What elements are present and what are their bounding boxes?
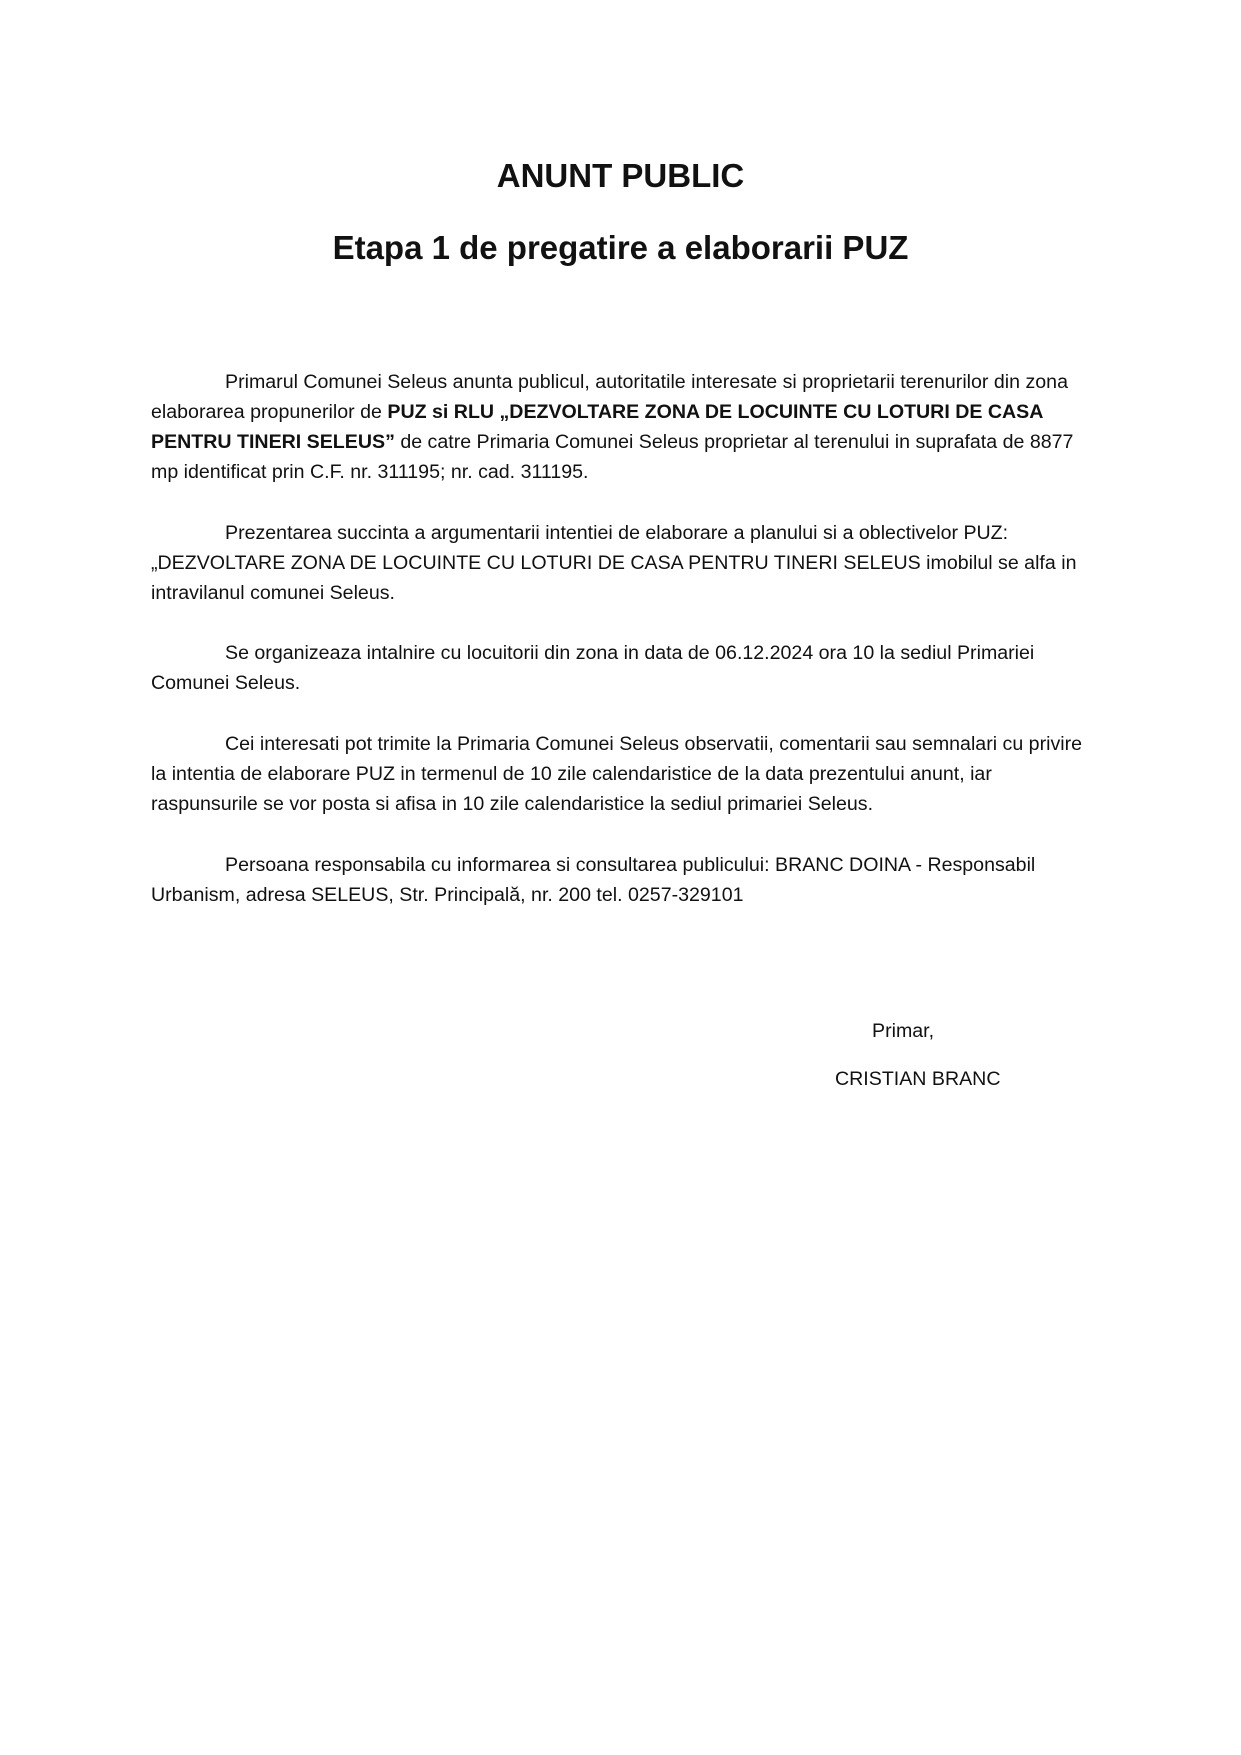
- paragraph-announcement-project-name: PUZ si RLU „DEZVOLTARE ZONA DE LOCUINTE CU LOTURI DE CASA PENTRU TINERI SELEUS”: [151, 401, 1043, 453]
- paragraph-objectives: [151, 518, 1101, 608]
- paragraph-meeting-text: Se organizeaza intalnire cu locuitorii din zona in data de 06.12.2024 ora 10 la sediul Primariei Comunei Seleus.: [151, 642, 1035, 694]
- paragraph-contact-text: Persoana responsabila cu informarea si consultarea publicului: BRANC DOINA - Responsabil Urbanism, adresa SELEUS, Str. Principală, nr. 200 tel. 0257-329101: [151, 854, 1036, 906]
- document-subtitle: Etapa 1 de pregatire a elaborarii PUZ: [332, 229, 909, 266]
- paragraph-observations-text: Cei interesati pot trimite la Primaria Comunei Seleus observatii, comentarii sau semnalari cu privire la intentia de elaborare PUZ in termenul de 10 zile calendaristice de la data prezentului anunt, iar raspunsurile se vor posta si afisa in 10 zile calendaristice la sediul primariei Seleus.: [151, 733, 1083, 815]
- paragraph-meeting: [151, 638, 1101, 698]
- paragraph-announcement: [151, 367, 1101, 487]
- signature-name: CRISTIAN BRANC: [835, 1068, 1001, 1090]
- paragraph-contact: [151, 850, 1101, 910]
- paragraph-objectives-text: Prezentarea succinta a argumentarii intentiei de elaborare a planului si a oblectivelor PUZ: „DEZVOLTARE ZONA DE LOCUINTE CU LOTURI DE CASA PENTRU TINERI SELEUS imobilul se alfa in intravilanul comunei Seleus.: [151, 522, 1077, 604]
- paragraph-announcement-details: de catre Primaria Comunei Seleus proprietar al terenului in suprafata de 8877 mp identificat prin C.F. nr. 311195; nr. cad. 311195.: [151, 431, 1074, 483]
- paragraph-announcement-intro: Primarul Comunei Seleus anunta publicul, autoritatile interesate si proprietarii terenurilor din zona elaborarea propunerilor de: [151, 371, 1068, 423]
- document-title: ANUNT PUBLIC: [496, 157, 745, 194]
- paragraph-observations: [151, 729, 1101, 819]
- signature-role: Primar,: [872, 1020, 935, 1042]
